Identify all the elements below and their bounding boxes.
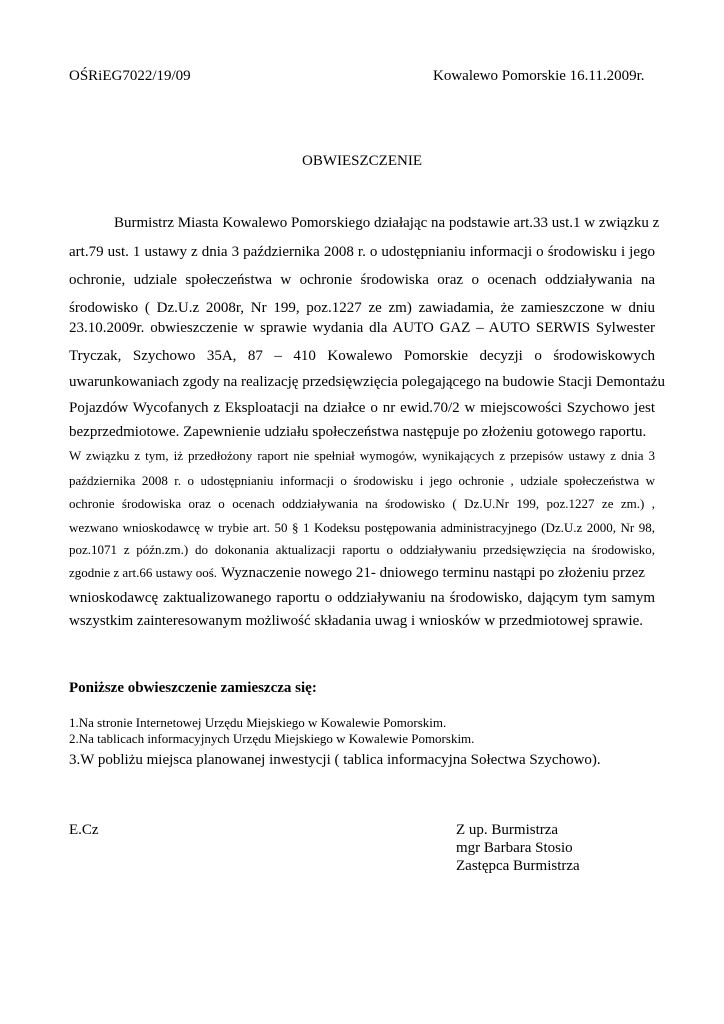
- paragraph-line: wezwano wnioskodawcę w trybie art. 50 § 1 Kodeksu postępowania administracyjnego (Dz.U.z 2000, Nr 98,: [69, 520, 655, 535]
- paragraph-line: środowisko ( Dz.U.z 2008r, Nr 199, poz.1227 ze zm) zawiadamia, że zamieszczone w dniu: [69, 300, 655, 316]
- publication-heading: Poniższe obwieszczenie zamieszcza się:: [69, 680, 317, 696]
- paragraph-line-big-part: Wyznaczenie nowego 21- dniowego terminu nastąpi po złożeniu przez: [221, 565, 645, 581]
- paragraph-line: ochronie środowiska oraz o ocenach oddziaływania na środowisko ( Dz.U.Nr 199, poz.1227 ze zm.) ,: [69, 496, 655, 511]
- paragraph-line: uwarunkowaniach zgody na realizację przedsięwzięcia polegającego na budowie Stacji Demontażu: [69, 374, 665, 390]
- publication-item: 1.Na stronie Internetowej Urzędu Miejskiego w Kowalewie Pomorskim.: [69, 715, 447, 730]
- publication-item: 2.Na tablicach informacyjnych Urzędu Miejskiego w Kowalewie Pomorskim.: [69, 731, 475, 746]
- author-initials: E.Cz: [69, 822, 99, 838]
- document-reference: OŚRiEG7022/19/09: [69, 68, 191, 84]
- paragraph-line: bezprzedmiotowe. Zapewnienie udziału społeczeństwa następuje po złożeniu gotowego raportu.: [69, 424, 647, 440]
- paragraph-line: października 2008 r. o udostępnianiu informacji o środowisku i jego ochronie , udziale społeczeństwa w: [69, 473, 655, 488]
- paragraph-line: poz.1071 z późn.zm.) do dokonania aktualizacji raportu o oddziaływaniu przedsięwzięcia na środowisko,: [69, 542, 655, 557]
- signature-line: mgr Barbara Stosio: [456, 840, 573, 856]
- signature-line: Zastępca Burmistrza: [456, 858, 580, 874]
- place-and-date: Kowalewo Pomorskie 16.11.2009r.: [433, 68, 645, 84]
- paragraph-line: Burmistrz Miasta Kowalewo Pomorskiego działając na podstawie art.33 ust.1 w związku z: [114, 215, 660, 231]
- paragraph-line: Tryczak, Szychowo 35A, 87 – 410 Kowalewo Pomorskie decyzji o środowiskowych: [69, 348, 655, 364]
- paragraph-line: 23.10.2009r. obwieszczenie w sprawie wydania dla AUTO GAZ – AUTO SERWIS Sylwester: [69, 320, 655, 336]
- signature-line: Z up. Burmistrza: [456, 822, 559, 838]
- paragraph-line-small-part: zgodnie z art.66 ustawy ooś.: [69, 565, 218, 580]
- paragraph-line: Pojazdów Wycofanych z Eksploatacji na działce o nr ewid.70/2 w miejscowości Szychowo jest: [69, 400, 655, 416]
- paragraph-line: ochronie, udziale społeczeństwa w ochronie środowiska oraz o ocenach oddziaływania na: [69, 272, 655, 288]
- publication-item: 3.W pobliżu miejsca planowanej inwestycji ( tablica informacyjna Sołectwa Szychowo).: [69, 752, 601, 768]
- paragraph-line: W związku z tym, iż przedłożony raport nie spełniał wymogów, wynikających z przepisów ustawy z dnia 3: [69, 448, 655, 463]
- paragraph-line: wnioskodawcę zaktualizowanego raportu o oddziaływaniu na środowisko, dającym tym samym: [69, 590, 655, 606]
- document-title: OBWIESZCZENIE: [302, 153, 422, 169]
- paragraph-line: wszystkim zainteresowanym możliwość składania uwag i wniosków w przedmiotowej sprawie.: [69, 613, 644, 629]
- paragraph-line: art.79 ust. 1 ustawy z dnia 3 października 2008 r. o udostępnianiu informacji o środowisku i jego: [69, 244, 655, 260]
- paragraph-line-mixed: [69, 564, 645, 582]
